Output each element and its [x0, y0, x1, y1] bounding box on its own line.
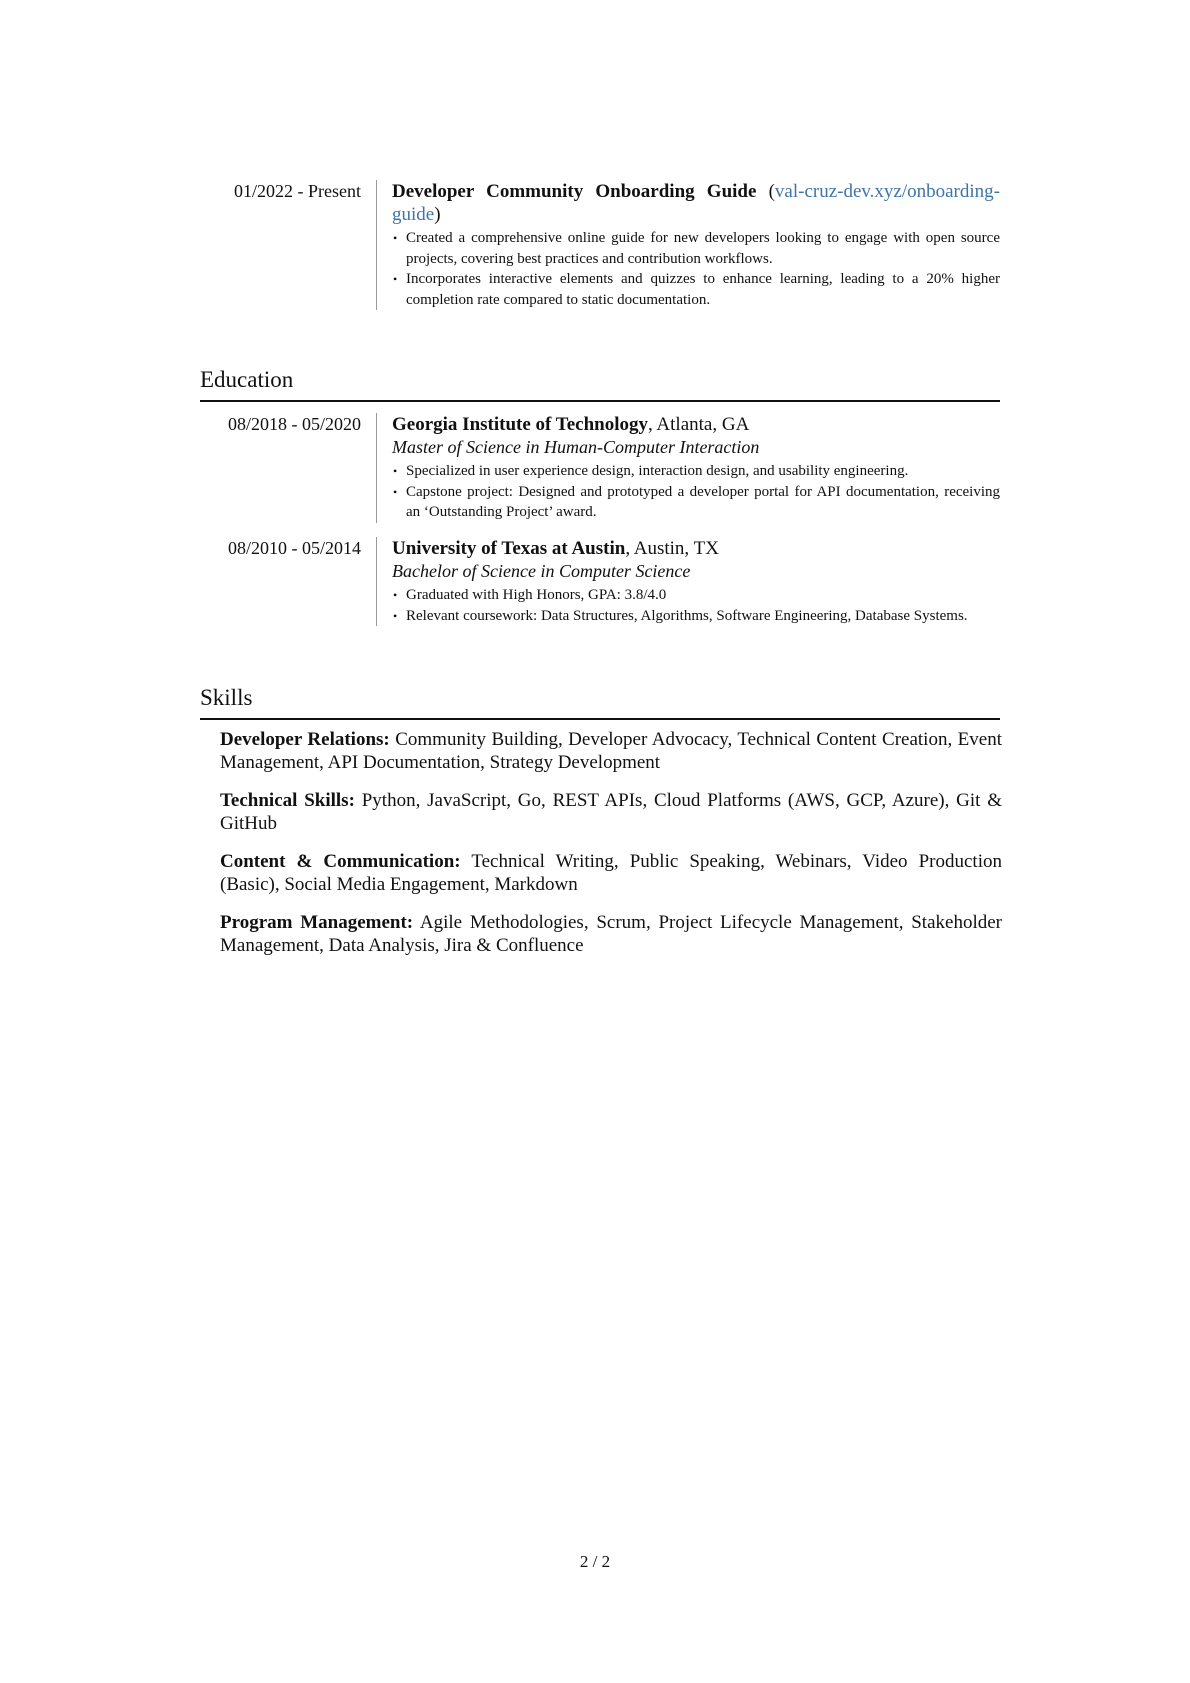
- education-heading: Education: [200, 366, 1000, 402]
- education-date: 08/2018 - 05/2020: [228, 414, 361, 434]
- skill-text: Community Building, Developer Advocacy, Technical Content Creation, Event Management, API Documentation, Strategy Development: [220, 729, 1002, 773]
- education-school: University of Texas at Austin: [392, 538, 626, 559]
- education-bullet: • Graduated with High Honors, GPA: 3.8/4.0: [392, 585, 1000, 606]
- project-bullets: [392, 228, 1000, 310]
- skill-text: Agile Methodologies, Scrum, Project Lifecycle Management, Stakeholder Management, Data Analysis, Jira & Confluence: [220, 912, 1002, 956]
- skill-item: [220, 911, 1002, 957]
- skill-label: Technical Skills:: [220, 790, 355, 811]
- skills-heading: Skills: [200, 684, 1000, 720]
- skill-label: Content & Communication:: [220, 851, 461, 872]
- skill-label: Developer Relations:: [220, 729, 390, 750]
- education-bullet: • Specialized in user experience design, interaction design, and usability engineering.: [392, 461, 1000, 482]
- education-location: , Austin, TX: [625, 538, 719, 559]
- skill-text: Python, JavaScript, Go, REST APIs, Cloud Platforms (AWS, GCP, Azure), Git & GitHub: [220, 790, 1002, 834]
- education-content: [376, 413, 1000, 523]
- education-bullet: • Capstone project: Designed and prototyped a developer portal for API documentation, receiving an ‘Outstanding Project’ award.: [392, 482, 1000, 523]
- skill-item: [220, 789, 1002, 835]
- education-school: Georgia Institute of Technology: [392, 414, 648, 435]
- education-entry: [200, 537, 1000, 626]
- project-date: 01/2022 - Present: [234, 181, 361, 201]
- project-link[interactable]: val-cruz-dev.xyz/onboarding-guide: [392, 181, 1000, 225]
- education-bullet: • Relevant coursework: Data Structures, Algorithms, Software Engineering, Database Systems.: [392, 606, 1000, 627]
- project-entry: [200, 180, 1000, 310]
- education-date: 08/2010 - 05/2014: [228, 538, 361, 558]
- skill-item: [220, 728, 1002, 774]
- project-title-line: [392, 180, 1000, 226]
- education-school-line: [392, 537, 1000, 560]
- education-degree: Master of Science in Human-Computer Interaction: [392, 437, 760, 457]
- project-link-close: ): [434, 204, 441, 225]
- project-bullet: • Created a comprehensive online guide for new developers looking to engage with open source projects, covering best practices and contribution workflows.: [392, 228, 1000, 269]
- project-title: Developer Community Onboarding Guide: [392, 181, 757, 202]
- education-bullets: [392, 585, 1000, 626]
- project-link-open: (: [756, 181, 775, 202]
- education-bullets: [392, 461, 1000, 523]
- page-number: 2 / 2: [579, 1552, 611, 1571]
- project-content: [376, 180, 1000, 310]
- education-location: , Atlanta, GA: [647, 414, 750, 435]
- skill-item: [220, 850, 1002, 896]
- skill-label: Program Management:: [220, 912, 414, 933]
- education-content: [376, 537, 1000, 626]
- project-bullet: • Incorporates interactive elements and quizzes to enhance learning, leading to a 20% higher completion rate compared to static documentation.: [392, 269, 1000, 310]
- education-school-line: [392, 413, 1000, 436]
- education-entry: [200, 413, 1000, 523]
- skill-text: Technical Writing, Public Speaking, Webinars, Video Production (Basic), Social Media Engagement, Markdown: [220, 851, 1002, 895]
- education-degree: Bachelor of Science in Computer Science: [392, 561, 691, 581]
